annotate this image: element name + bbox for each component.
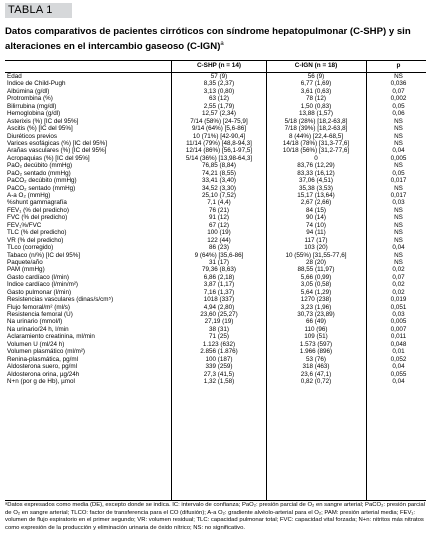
row-label: Ascitis (%) [IC del 95%] (7, 125, 73, 133)
c-ign-value: 35,38 (3,53) (299, 184, 333, 192)
c-ign-value: 56 (9) (307, 73, 325, 80)
c-shp-value: 12,57 (2,34) (202, 110, 236, 118)
c-shp-value: 7,1 (4,4) (207, 199, 231, 207)
table-row (5, 222, 426, 229)
c-shp-value: 74,21 (8,55) (202, 169, 236, 177)
row-label: FVC (% del predicho) (7, 214, 68, 222)
c-shp-value: 100 (19) (207, 229, 231, 237)
table-row (5, 147, 426, 154)
p-value: 0,007 (390, 325, 407, 333)
table-row (5, 177, 426, 184)
p-value: 0,02 (392, 288, 405, 296)
p-value: 0,017 (390, 177, 407, 185)
table-row (5, 118, 426, 125)
c-ign-value: 53 (76) (306, 355, 326, 363)
c-ign-value: 14/18 (78%) [31,3-77,6] (282, 139, 350, 147)
title-footnote-mark: a (220, 41, 224, 47)
c-ign-value: 10 (55%) [31,55-77,6] (285, 251, 347, 259)
table-row (5, 371, 426, 378)
p-value: 0,07 (392, 273, 405, 281)
c-shp-value: 63 (12) (209, 95, 229, 103)
c-shp-value: 10 (71%) [42-90,4] (192, 132, 246, 140)
c-shp-value: 76,85 (8,84) (202, 162, 236, 170)
p-value: 0,04 (392, 244, 405, 252)
p-value: NS (394, 73, 403, 80)
row-label: Albúmina (g/dl) (7, 87, 50, 95)
table-row (5, 73, 426, 80)
p-value: NS (394, 125, 403, 133)
p-value: NS (394, 206, 403, 214)
p-value: 0,055 (390, 370, 407, 378)
c-ign-value: 1.966 (896) (299, 348, 333, 356)
c-ign-value: 37,06 (4,51) (299, 177, 333, 185)
c-shp-value: 339 (259) (205, 363, 233, 371)
c-ign-value: 109 (51) (304, 333, 328, 341)
c-shp-value: 7,16 (1,37) (203, 288, 235, 296)
table-row (5, 95, 426, 102)
table-row (5, 185, 426, 192)
p-value: NS (394, 139, 403, 147)
table-row (5, 88, 426, 95)
c-ign-value: 90 (14) (306, 214, 326, 222)
p-value: NS (394, 221, 403, 229)
row-label: Renina-plasmática, pg/ml (7, 355, 79, 363)
c-shp-value: 76 (21) (209, 206, 229, 214)
row-label: Bilirrubina (mg/dl) (7, 102, 57, 110)
c-ign-value: 15,17 (13,64) (297, 192, 335, 199)
row-label: FEV₁ (% del predicho) (7, 206, 69, 214)
c-shp-value: 4,94 (2,80) (203, 303, 235, 311)
row-label: %shunt gammagrafía (7, 199, 67, 207)
bottom-rule (5, 500, 426, 501)
p-value: NS (394, 214, 403, 222)
header-c-ign: C-IGN (n = 18) (294, 62, 338, 69)
p-value: 0,04 (392, 377, 405, 385)
row-label: Volumen U (ml/24 h) (7, 340, 65, 348)
c-shp-value: 79,36 (8,63) (202, 266, 236, 274)
table-row (5, 274, 426, 281)
c-shp-value: 1018 (337) (203, 296, 235, 304)
p-value: 0,03 (392, 199, 405, 207)
table-body (5, 73, 426, 385)
row-label: Volumen plasmático (ml/m²) (7, 348, 86, 356)
c-ign-value: 66 (49) (306, 318, 326, 326)
table-row (5, 80, 426, 87)
p-value: 0,005 (390, 154, 407, 162)
c-shp-value: 7/14 (58%) [24-75,9] (190, 117, 248, 125)
table-row (5, 103, 426, 110)
c-ign-value: 5/18 (28%) [18,2-63,8] (284, 117, 348, 125)
c-ign-value: 13,88 (1,57) (299, 110, 333, 118)
p-value: 0,048 (390, 340, 407, 348)
c-shp-value: 3,13 (0,80) (203, 87, 235, 95)
c-ign-value: 1,50 (0,83) (300, 102, 332, 110)
c-ign-value: 2,67 (2,66) (300, 199, 332, 207)
table-row (5, 289, 426, 296)
p-value: NS (394, 251, 403, 259)
c-ign-value: 103 (20) (304, 244, 328, 252)
p-value: 0,02 (392, 266, 405, 274)
c-ign-value: 3,05 (0,58) (300, 281, 332, 289)
p-value: NS (394, 258, 403, 266)
c-shp-value: 11/14 (79%) [48,8-94,3] (186, 139, 252, 147)
row-label: Resistencia femoral (U) (7, 311, 73, 318)
c-ign-value: 23,6 (47,1) (300, 370, 332, 378)
c-ign-value: 30,73 (23,89) (297, 311, 335, 318)
row-label: Resistencias vasculares (dinas/s/cm⁵) (7, 296, 114, 304)
row-label: Aldosterona orina, µg/24h (7, 370, 80, 378)
p-value: 0,07 (392, 87, 405, 95)
table-label: TABLA 1 (5, 3, 72, 18)
p-value: 0,052 (390, 355, 407, 363)
c-ign-value: 1270 (238) (300, 296, 332, 304)
row-label: Tabaco (n/%) [IC del 95%] (7, 251, 81, 259)
row-label: Gasto cardíaco (l/min) (7, 273, 69, 281)
p-value: 0,017 (390, 192, 407, 199)
table-row (5, 170, 426, 177)
table-title-text: Datos comparativos de pacientes cirróticos con síndrome hepatopulmonar (C-SHP) y sin alteraciones en el intercambio gaseoso (C-IGN) (5, 26, 411, 53)
c-shp-value: 12/14 (86%) [56,1-97,5] (185, 147, 253, 155)
p-value: 0,005 (390, 318, 407, 326)
p-value: 0,011 (390, 333, 407, 341)
table-row (5, 326, 426, 333)
row-label: A-a O₂ (mmHg) (7, 192, 51, 199)
c-shp-value: 3,87 (1,17) (203, 281, 235, 289)
row-label: Diuréticos previos (7, 132, 58, 140)
table-row (5, 281, 426, 288)
c-shp-value: 25,10 (7,52) (202, 192, 236, 199)
table-row (5, 192, 426, 199)
p-value: NS (394, 117, 403, 125)
row-label: Varices esofágicas (%) [IC del 95%] (7, 139, 107, 147)
c-shp-value: 9/14 (64%) [5,6-86] (192, 125, 246, 133)
c-shp-value: 8,35 (2,37) (203, 80, 235, 88)
row-label: TLC (% del predicho) (7, 229, 67, 237)
table-row (5, 229, 426, 236)
table-row (5, 162, 426, 169)
c-shp-value: 6,86 (2,18) (203, 273, 235, 281)
p-value: 0,03 (392, 311, 405, 318)
row-label: Acropaquias (%) [IC del 95%] (7, 154, 90, 162)
c-shp-value: 57 (9) (210, 73, 228, 80)
c-ign-value: 3,61 (0,63) (300, 87, 332, 95)
c-shp-value: 2.856 (1.876) (200, 348, 238, 356)
c-ign-value: 0 (314, 154, 318, 162)
row-label: Edad (7, 73, 22, 80)
c-shp-value: 1.123 (632) (202, 340, 236, 348)
c-shp-value: 9 (64%) [35,6-86] (194, 251, 244, 259)
c-ign-value: 7/18 (39%) [18,2-63,8] (284, 125, 348, 133)
c-shp-value: 1,32 (1,58) (203, 377, 235, 385)
row-label: PAM (mmHg) (7, 266, 45, 274)
header-c-shp: C-SHP (n = 14) (196, 62, 242, 69)
table-row (5, 207, 426, 214)
c-ign-value: 83,33 (16,12) (297, 169, 335, 177)
c-shp-value: 67 (12) (209, 221, 229, 229)
table-footnote: ᵃDatos expresados como media (DE), excepto donde se indica. IC: intervalo de confianza; PaO₂: presión parcial de O₂ en sangre arterial; PaCO₂: presión parcial de O₂ en sangre arterial; TLCO: factor de transferencia para el CO (difusión); A-a O₂: gradiente alvéolo-arterial para el O₂; PAM: presión arterial media; FEV₁: volumen de flujo espiratorio en el primer segundo; VR: volumen residual; TLC: capacidad pulmonar total; FVC: capacidad vital forzada; N+n: nitritos más nitratos como expresión de la producción y eliminación urinaria de óxido nítrico; NS: no significativo. (5, 502, 425, 531)
table-row (5, 214, 426, 221)
c-shp-value: 100 (187) (205, 355, 233, 363)
row-label: Hemoglobina (g/dl) (7, 110, 61, 118)
row-label: Paquete/año (7, 258, 43, 266)
table-row (5, 259, 426, 266)
table-row (5, 140, 426, 147)
p-value: NS (394, 132, 403, 140)
p-value: 0,04 (392, 363, 405, 371)
table-row (5, 237, 426, 244)
c-ign-value: 88,55 (11,97) (297, 266, 335, 274)
row-label: Aclaramiento creatinina, ml/min (7, 333, 95, 341)
p-value: 0,02 (392, 281, 405, 289)
c-shp-value: 5/14 (36%) [13,98-64,3] (185, 154, 253, 162)
table-row (5, 252, 426, 259)
table-row (5, 199, 426, 206)
c-shp-value: 27,19 (19) (204, 318, 234, 326)
row-label: Arañas vasculares (%) [IC del 95%] (7, 147, 107, 155)
p-value: 0,002 (390, 95, 407, 103)
c-shp-value: 38 (31) (209, 325, 229, 333)
c-shp-value: 34,52 (3,30) (202, 184, 236, 192)
table-row (5, 133, 426, 140)
c-shp-value: 2,55 (1,79) (203, 102, 235, 110)
c-shp-value: 86 (23) (209, 244, 229, 252)
table-row (5, 155, 426, 162)
c-ign-value: 110 (96) (304, 325, 328, 333)
c-ign-value: 74 (10) (306, 221, 326, 229)
row-label: PaO₂ sentado (mmHg) (7, 169, 71, 177)
row-label: Flujo femoral/m² (ml/s) (7, 303, 70, 311)
p-value: 0,019 (390, 296, 407, 304)
c-ign-value: 318 (463) (302, 363, 330, 371)
table-row (5, 356, 426, 363)
table-row (5, 363, 426, 370)
row-label: N+n (por g de Hb), µmol (7, 377, 75, 385)
row-label: Na urinario/24 h, l/min (7, 325, 69, 333)
row-label: Protrombina (%) (7, 95, 53, 103)
row-label: Índice cardíaco (l/min/m²) (7, 281, 79, 289)
table-row (5, 333, 426, 340)
c-ign-value: 3,23 (1,96) (300, 303, 332, 311)
c-ign-value: 84 (15) (306, 206, 326, 214)
c-shp-value: 31 (17) (209, 258, 229, 266)
row-label: PaCO₂ decúbito (mmHg) (7, 177, 77, 185)
row-label: VR (% del predicho) (7, 236, 64, 244)
row-label: PaO₂ decúbito (mmHg) (7, 162, 73, 170)
table-row (5, 110, 426, 117)
c-shp-value: 27,3 (41,5) (203, 370, 235, 378)
c-shp-value: 91 (12) (209, 214, 229, 222)
c-shp-value: 23,60 (25,27) (200, 311, 238, 318)
p-value: 0,06 (392, 110, 405, 118)
c-ign-value: 78 (12) (306, 95, 326, 103)
table-row (5, 318, 426, 325)
row-label: TLco (corregido) (7, 244, 54, 252)
c-ign-value: 117 (17) (304, 236, 328, 244)
c-ign-value: 5,64 (1,29) (300, 288, 332, 296)
c-ign-value: 5,66 (0,99) (300, 273, 332, 281)
p-value: 0,051 (390, 303, 407, 311)
table-row (5, 311, 426, 318)
c-shp-value: 33,41 (3,40) (202, 177, 236, 185)
p-value: 0,036 (390, 80, 407, 88)
table-row (5, 125, 426, 132)
table-row (5, 348, 426, 355)
c-ign-value: 0,82 (0,72) (300, 377, 332, 385)
p-value: 0,05 (392, 102, 405, 110)
table-row (5, 378, 426, 385)
p-value: NS (394, 162, 403, 170)
header-p: p (396, 62, 401, 69)
row-label: PaCO₂ sentado (mmHg) (7, 184, 76, 192)
p-value: 0,05 (392, 169, 405, 177)
table-row (5, 296, 426, 303)
p-value: NS (394, 184, 403, 192)
p-value: 0,01 (392, 348, 405, 356)
p-value: 0,04 (392, 147, 405, 155)
c-ign-value: 10/18 (56%) [31,2-77,6] (282, 147, 350, 155)
row-label: Índice de Child-Pugh (7, 80, 66, 88)
c-ign-value: 8 (44%) [22,4-68,5] (289, 132, 343, 140)
c-ign-value: 28 (20) (306, 258, 326, 266)
table-header (5, 60, 426, 72)
row-label: Na urinario (mmol/l) (7, 318, 63, 326)
row-label: Aldosterona suero, pg/ml (7, 363, 78, 371)
table-row (5, 266, 426, 273)
table-title (5, 26, 429, 53)
table-row (5, 304, 426, 311)
table-row (5, 341, 426, 348)
c-ign-value: 1.573 (597) (299, 340, 333, 348)
c-ign-value: 83,76 (12,29) (297, 162, 335, 170)
table-row (5, 244, 426, 251)
p-value: NS (394, 236, 403, 244)
row-label: FEV₁%/FVC (7, 221, 42, 229)
p-value: NS (394, 229, 403, 237)
c-shp-value: 122 (44) (207, 236, 231, 244)
row-label: Asterixis (%) [IC del 95%] (7, 117, 79, 125)
c-ign-value: 94 (11) (306, 229, 326, 237)
row-label: Gasto pulmonar (l/min) (7, 288, 72, 296)
c-shp-value: 71 (25) (209, 333, 229, 341)
c-ign-value: 6,77 (1,69) (300, 80, 332, 88)
